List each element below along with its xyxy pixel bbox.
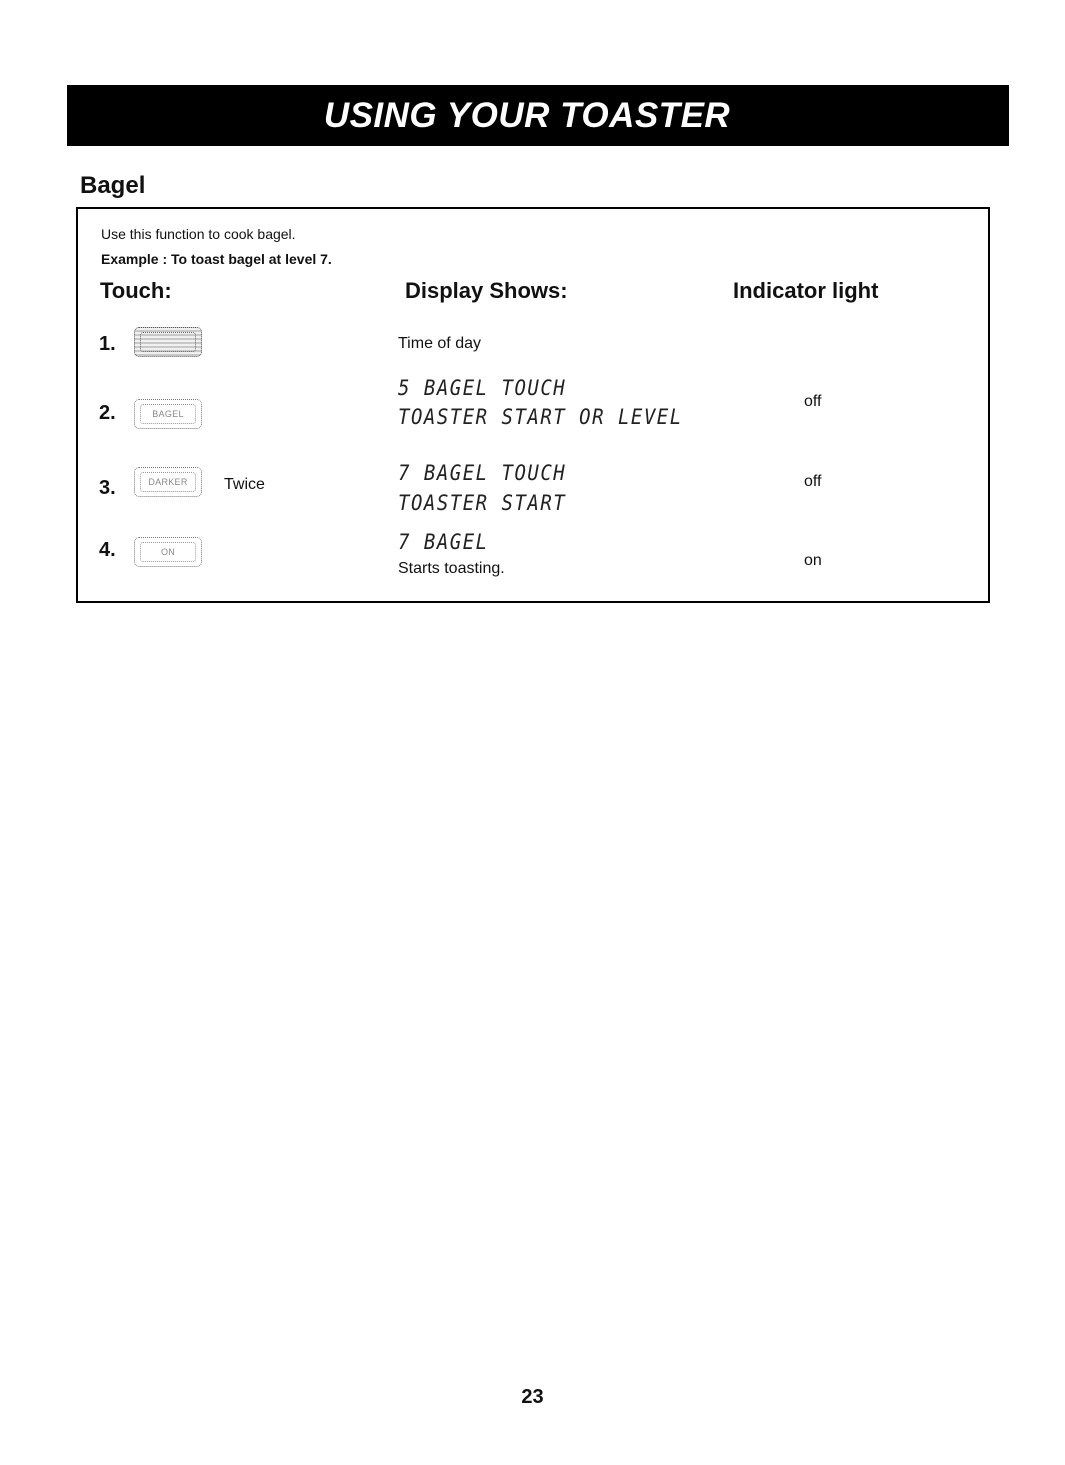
step-number: 4. xyxy=(99,539,116,561)
section-title: Bagel xyxy=(80,172,146,199)
display-lcd-line: 7 BAGEL xyxy=(398,530,489,555)
touch-column-header: Touch: xyxy=(100,278,172,303)
indicator-value: off xyxy=(804,393,822,410)
touch-note: Twice xyxy=(224,476,265,493)
display-column-header: Display Shows: xyxy=(405,278,568,303)
indicator-value: off xyxy=(804,473,822,490)
bagel-key-icon xyxy=(134,399,202,429)
on-key-icon xyxy=(134,537,202,567)
display-lcd-line: TOASTER START OR LEVEL xyxy=(398,405,683,430)
display-lcd-line: 7 BAGEL TOUCH xyxy=(398,461,567,486)
display-lcd-line: TOASTER START xyxy=(398,491,567,516)
example-text: Example : To toast bagel at level 7. xyxy=(101,251,332,267)
step-number: 3. xyxy=(99,477,116,499)
display-lcd-line: 5 BAGEL TOUCH xyxy=(398,376,567,401)
instruction-box xyxy=(76,207,990,603)
page-number: 23 xyxy=(521,1386,544,1408)
indicator-value: on xyxy=(804,552,822,569)
step-number: 1. xyxy=(99,333,116,355)
page-title: USING YOUR TOASTER xyxy=(323,95,731,135)
display-text: Time of day xyxy=(398,335,481,352)
darker-key-icon xyxy=(134,467,202,497)
display-text: Starts toasting. xyxy=(398,560,505,577)
indicator-column-header: Indicator light xyxy=(733,278,879,303)
key-label: ON xyxy=(160,547,176,557)
title-banner xyxy=(67,85,1009,146)
key-label: BAGEL xyxy=(152,409,184,419)
step-number: 2. xyxy=(99,402,116,424)
key-label: DARKER xyxy=(148,477,188,487)
clear-key-icon xyxy=(134,327,202,357)
intro-text: Use this function to cook bagel. xyxy=(101,226,296,242)
